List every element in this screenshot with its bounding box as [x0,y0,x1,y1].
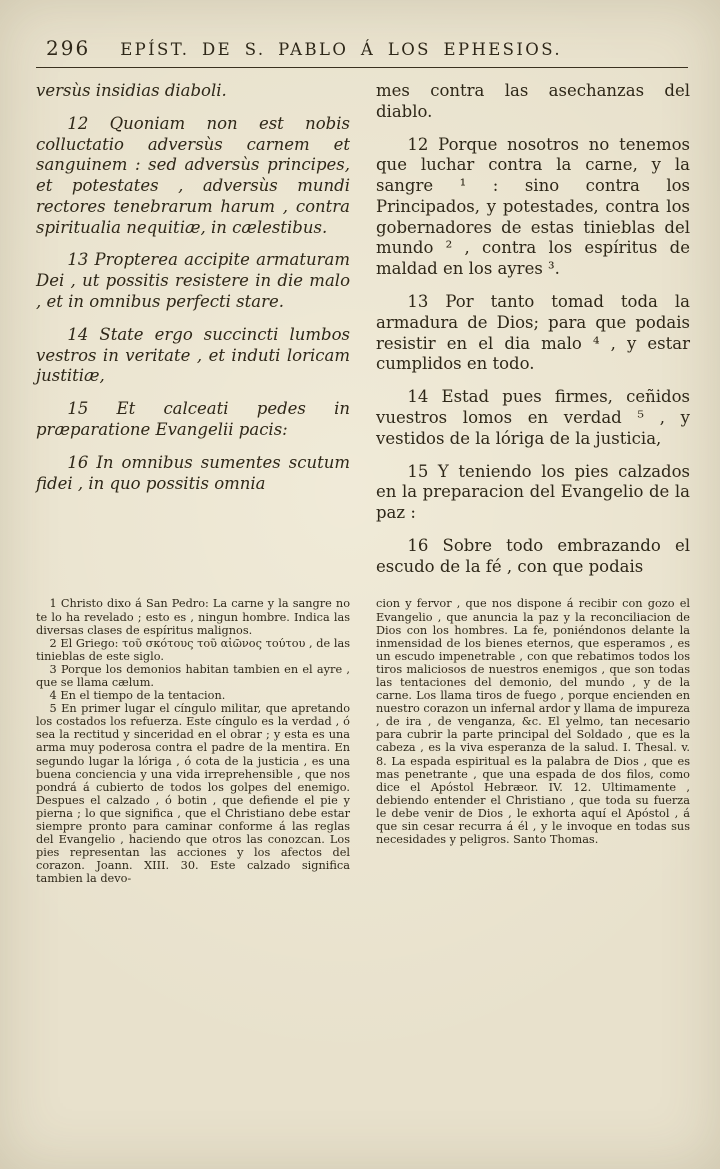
footnote-column-left [36,597,350,885]
spanish-column [376,81,690,577]
page-header [36,30,690,60]
spanish-verse-16: 16 Sobre todo embrazando el escudo de la fé , con que podais [376,535,690,576]
footnote-2: 2 El Griego: τοῦ σκότους τοῦ αἰῶνος τούτου , de las tinieblas de este siglo. [36,636,350,663]
footnote-4: 4 En el tiempo de la tentacion. [49,689,226,703]
latin-verse-13: 13 Propterea accipite armaturam Dei , ut possitis resistere in die malo , et in omnibus perfecti stare. [36,250,350,312]
header-rule [36,67,688,68]
spanish-verse-12: 12 Porque nosotros no tenemos que luchar contra la carne, y la sangre ¹ : sino contra los Principados, y potestades, contra los gobernadores de estas tinieblas del mundo ² , contra los espíritus de maldad en los ayres ³. [376,134,690,279]
spanish-verse-13: 13 Por tanto tomad toda la armadura de Dios; para que podais resistir en el dia malo ⁴ , y estar cumplidos en todo. [376,292,690,374]
verse-columns [36,81,690,577]
footnote-5: 5 En primer lugar el cíngulo militar, que apretando los costados los refuerza. Este cíngulo es la verdad , ó sea la rectitud y sinceridad en el obrar ; y esta es una arma muy poderosa contra el padre de la mentira. En segundo lugar la lóriga , ó cota de la justicia , es una buena conciencia y una vida irreprehensible , que nos pondrá á cubierto de todos los golpes del enemigo. Despues el calzado , ó botin , que defiende el pie y pierna ; lo que significa , que el Christiano debe estar siempre pronto para caminar conforme á las reglas del Evangelio , haciendo que otros las conozcan. Los pies representan las acciones y los afectos del corazon. Joann. XIII. 30. Este calzado significa tambien la devo- [36,702,350,886]
footnote-continuation: cion y fervor , que nos dispone á recibir con gozo el Evangelio , que anuncia la paz y la reconciliacion de Dios con los hombres. La fe, poniéndonos delante la inmensidad de los bienes eternos, que esperamos , es un escudo impenetrable , con que rebatimos todos los tiros maliciosos de nuestros enemigos , que son todas las tentaciones del demonio, del mundo , y de la carne. Los llama tiros de fuego , porque encienden en nuestro corazon un infernal ardor y llama de impureza , de ira , de venganza, &c. El yelmo, tan necesario para cubrir la parte principal del Soldado , que es la cabeza , es la viva esperanza de la salud. I. Thesal. v. 8. La espada espiritual es la palabra de Dios , que es mas penetrante , que una espada de dos filos, como dice el Apóstol Hebræor. IV. 12. Ultimamente , debiendo entender el Christiano , que toda su fuerza le debe venir de Dios , le exhorta aquí el Apóstol , á que sin cesar recurra á él , y le invoque en todas sus necesidades y peligros. Santo Thomas. [376,597,691,847]
spanish-continuation-paragraph: mes contra las asechanzas del diablo. [376,81,690,121]
latin-verse-15: 15 Et calceati pedes in præparatione Evangelii pacis: [36,399,350,439]
footnote-column-right [376,597,690,885]
spanish-verse-14: 14 Estad pues firmes, ceñidos vuestros lomos en verdad ⁵ , y vestidos de la lóriga de la justicia, [376,387,690,448]
latin-verse-16: 16 In omnibus sumentes scutum fidei , in quo possitis omnia [36,452,350,493]
footnote-1: 1 Christo dixo á San Pedro: La carne y la sangre no te lo ha revelado ; esto es , ningun hombre. Indica las diversas clases de espíritus malignos. [36,597,350,637]
latin-column [36,81,350,577]
page-title: EPÍST. DE S. PABLO Á LOS EPHESIOS. [120,40,562,59]
footnotes [36,597,690,885]
spanish-verse-15: 15 Y teniendo los pies calzados en la preparacion del Evangelio de la paz : [376,461,690,523]
page-number: 296 [46,36,91,60]
latin-continuation-paragraph: versùs insidias diaboli. [36,81,227,100]
latin-verse-14: 14 State ergo succincti lumbos vestros in veritate , et induti loricam justitiæ, [36,324,350,386]
latin-verse-12: 12 Quoniam non est nobis colluctatio adversùs carnem et sanguinem : sed adversùs principes, et potestates , adversùs mundi rectores tenebrarum harum , contra spiritualia nequitiæ, in cælestibus. [36,113,350,237]
footnote-3: 3 Porque los demonios habitan tambien en el ayre , que se llama cælum. [36,662,350,689]
